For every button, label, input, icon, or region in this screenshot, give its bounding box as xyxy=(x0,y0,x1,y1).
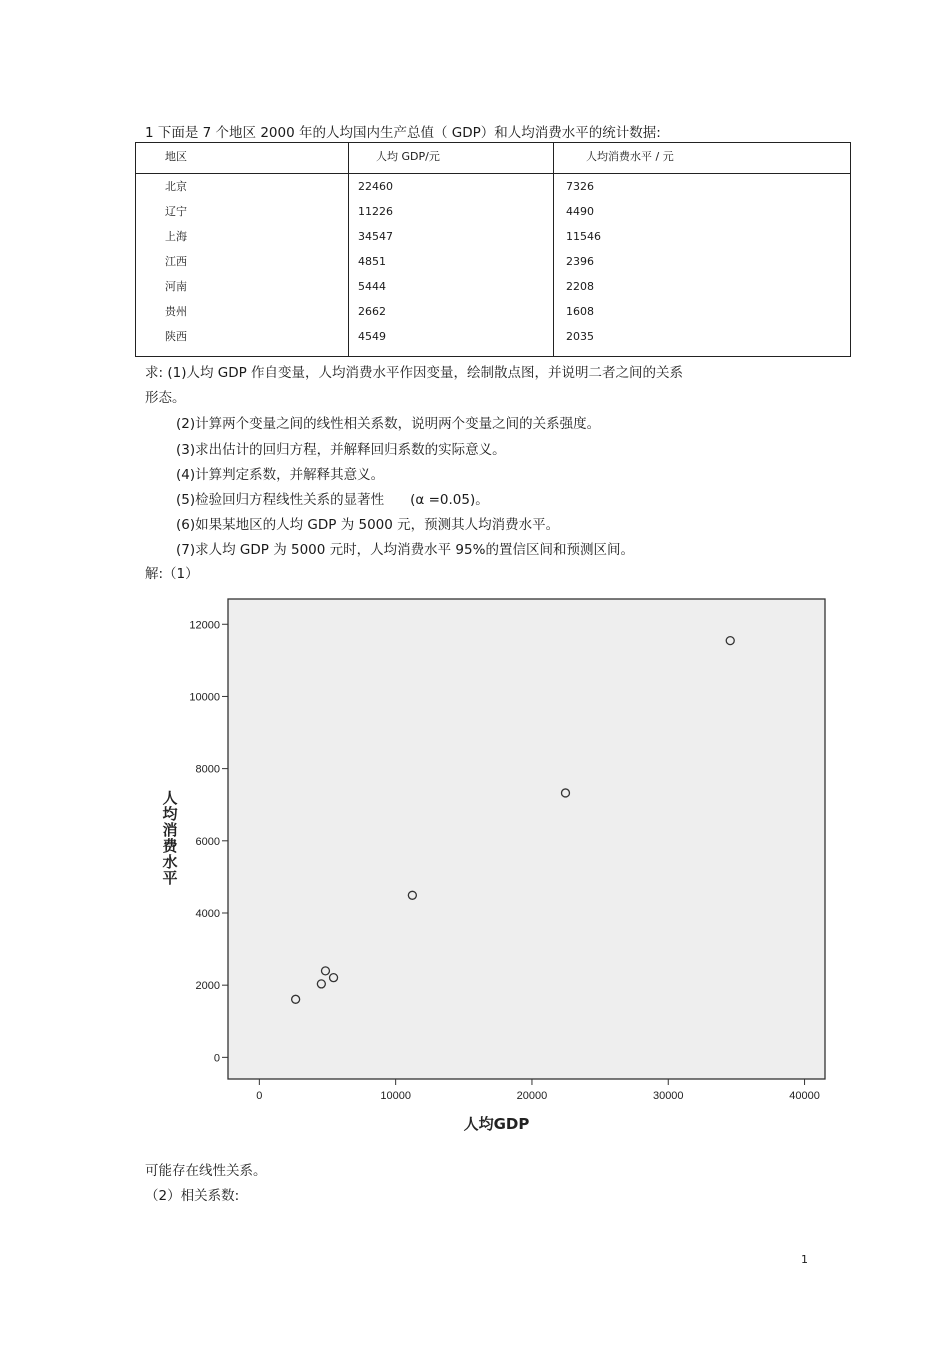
question-7: (7)求人均 GDP 为 5000 元时，人均消费水平 95%的置信区间和预测区间。 xyxy=(176,542,634,558)
y-tick-label: 4000 xyxy=(195,907,220,920)
table-cell: 4490 xyxy=(566,205,594,218)
table-cell: 11226 xyxy=(358,205,393,218)
y-tick-label: 0 xyxy=(213,1052,220,1065)
table-cell: 11546 xyxy=(566,230,601,243)
header-consumption: 人均消费水平 / 元 xyxy=(586,150,674,163)
x-tick-label: 20000 xyxy=(516,1090,548,1102)
question-6: (6)如果某地区的人均 GDP 为 5000 元，预测其人均消费水平。 xyxy=(176,517,560,533)
solution-label: 解:（1） xyxy=(145,566,199,582)
question-5 xyxy=(176,488,489,508)
y-axis-title: 人均消费水平 xyxy=(162,789,178,887)
problem-intro: 1 下面是 7 个地区 2000 年的人均国内生产总值（ GDP）和人均消费水平的统计数据: xyxy=(145,125,661,141)
table-cell: 1608 xyxy=(566,305,594,318)
table-cell: 2035 xyxy=(566,330,594,343)
header-region: 地区 xyxy=(165,150,187,163)
plot-area xyxy=(228,599,825,1079)
table-cell: 2396 xyxy=(566,255,594,268)
question-1-line-2: 形态。 xyxy=(145,390,186,406)
table-cell: 陕西 xyxy=(165,330,187,343)
question-2: (2)计算两个变量之间的线性相关系数，说明两个变量之间的关系强度。 xyxy=(176,416,601,432)
y-tick-label: 8000 xyxy=(195,763,220,776)
question-4: (4)计算判定系数，并解释其意义。 xyxy=(176,467,385,483)
data-table xyxy=(135,142,851,357)
question-1-line-1: 求: (1)人均 GDP 作自变量，人均消费水平作因变量，绘制散点图，并说明二者之间的关系 xyxy=(145,365,684,381)
question-5-alpha: (α =0.05)。 xyxy=(410,492,489,508)
table-cell: 北京 xyxy=(165,180,187,193)
table-cell: 河南 xyxy=(165,280,187,293)
table-cell: 7326 xyxy=(566,180,594,193)
x-axis-title: 人均GDP xyxy=(463,1115,530,1133)
page-number: 1 xyxy=(801,1253,808,1266)
table-body xyxy=(136,174,851,357)
table-cell: 5444 xyxy=(358,280,386,293)
table-cell: 辽宁 xyxy=(165,205,187,218)
y-tick-label: 2000 xyxy=(195,980,220,993)
table-cell: 贵州 xyxy=(165,305,187,318)
y-tick-label: 10000 xyxy=(189,691,220,704)
x-tick-label: 40000 xyxy=(789,1090,820,1102)
table-cell: 上海 xyxy=(165,230,187,243)
table-cell: 江西 xyxy=(165,255,187,268)
table-cell: 4851 xyxy=(358,255,386,268)
x-tick-label: 30000 xyxy=(652,1090,684,1102)
x-tick-label: 0 xyxy=(256,1090,263,1102)
solution-step-2: （2）相关系数: xyxy=(145,1188,240,1204)
y-tick-label: 6000 xyxy=(195,835,220,848)
table-cell: 2662 xyxy=(358,305,386,318)
solution-conclusion: 可能存在线性关系。 xyxy=(145,1163,267,1179)
question-3: (3)求出估计的回归方程，并解释回归系数的实际意义。 xyxy=(176,442,506,458)
table-cell: 22460 xyxy=(358,180,393,193)
y-tick-label: 12000 xyxy=(189,619,220,632)
x-tick-label: 10000 xyxy=(380,1090,411,1102)
table-header-row xyxy=(136,143,851,174)
chart-layer xyxy=(162,599,825,1133)
scatter-chart xyxy=(150,588,840,1148)
table-cell: 4549 xyxy=(358,330,386,343)
table-cell: 2208 xyxy=(566,280,594,293)
header-gdp: 人均 GDP/元 xyxy=(376,150,440,163)
question-5-text: (5)检验回归方程线性关系的显著性 xyxy=(176,492,385,508)
table-cell: 34547 xyxy=(358,230,393,243)
